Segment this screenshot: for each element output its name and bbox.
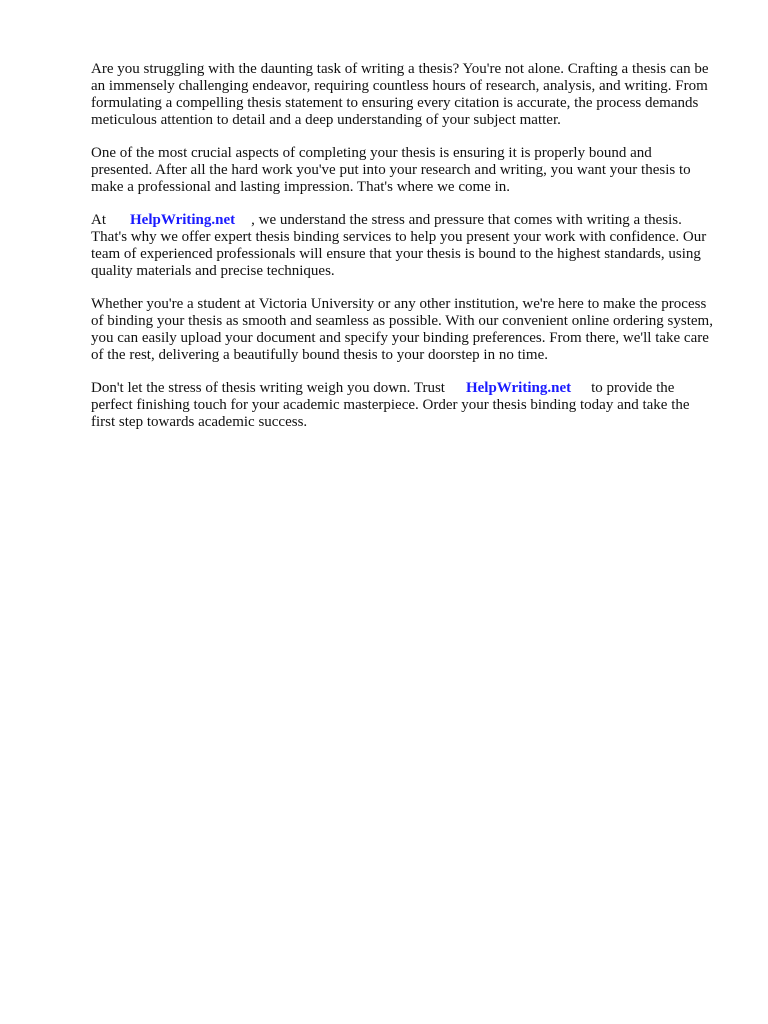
helpwriting-link[interactable]: HelpWriting.net (130, 212, 236, 228)
paragraph-intro: Are you struggling with the daunting task of writing a thesis? You're not alone. Crafting a thesis can be an immensely challenging endeavor, requiring countless hours of research, analysis, and writing. From formulating a compelling thesis statement to ensuring every citation is accurate, the process demands meticulous attention to detail and a deep understanding of your subject matter. (91, 61, 709, 128)
helpwriting-link[interactable]: HelpWriting.net (465, 380, 572, 396)
paragraph-text-after-link: to provide the perfect finishing touch for your academic masterpiece. Order your thesis binding today and take the first step towards academic success. (91, 380, 690, 430)
paragraph-ordering: Whether you're a student at Victoria University or any other institution, we're here to make the process of binding your thesis as smooth and seamless as possible. With our convenient online ordering system, you can easily upload your document and specify your binding preferences. From there, we'll take care of the rest, delivering a beautifully bound thesis to your doorstep in no time. (91, 296, 713, 363)
paragraph-about-service (91, 212, 716, 280)
paragraph-call-to-action (91, 380, 716, 431)
paragraph-binding-importance: One of the most crucial aspects of completing your thesis is ensuring it is properly bound and presented. After all the hard work you've put into your research and writing, you want your thesis to make a professional and lasting impression. That's where we come in. (91, 145, 691, 195)
paragraph-text-after-link: , we understand the stress and pressure that comes with writing a thesis. That's why we offer expert thesis binding services to help you present your work with confidence. Our team of experienced professionals will ensure that your thesis is bound to the highest standards, using quality materials and precise techniques. (91, 212, 707, 279)
paragraph-text-before-link: Don't let the stress of thesis writing weigh you down. Trust (91, 380, 445, 396)
paragraph-text-before-link: At (91, 212, 106, 228)
document-body (91, 61, 716, 447)
